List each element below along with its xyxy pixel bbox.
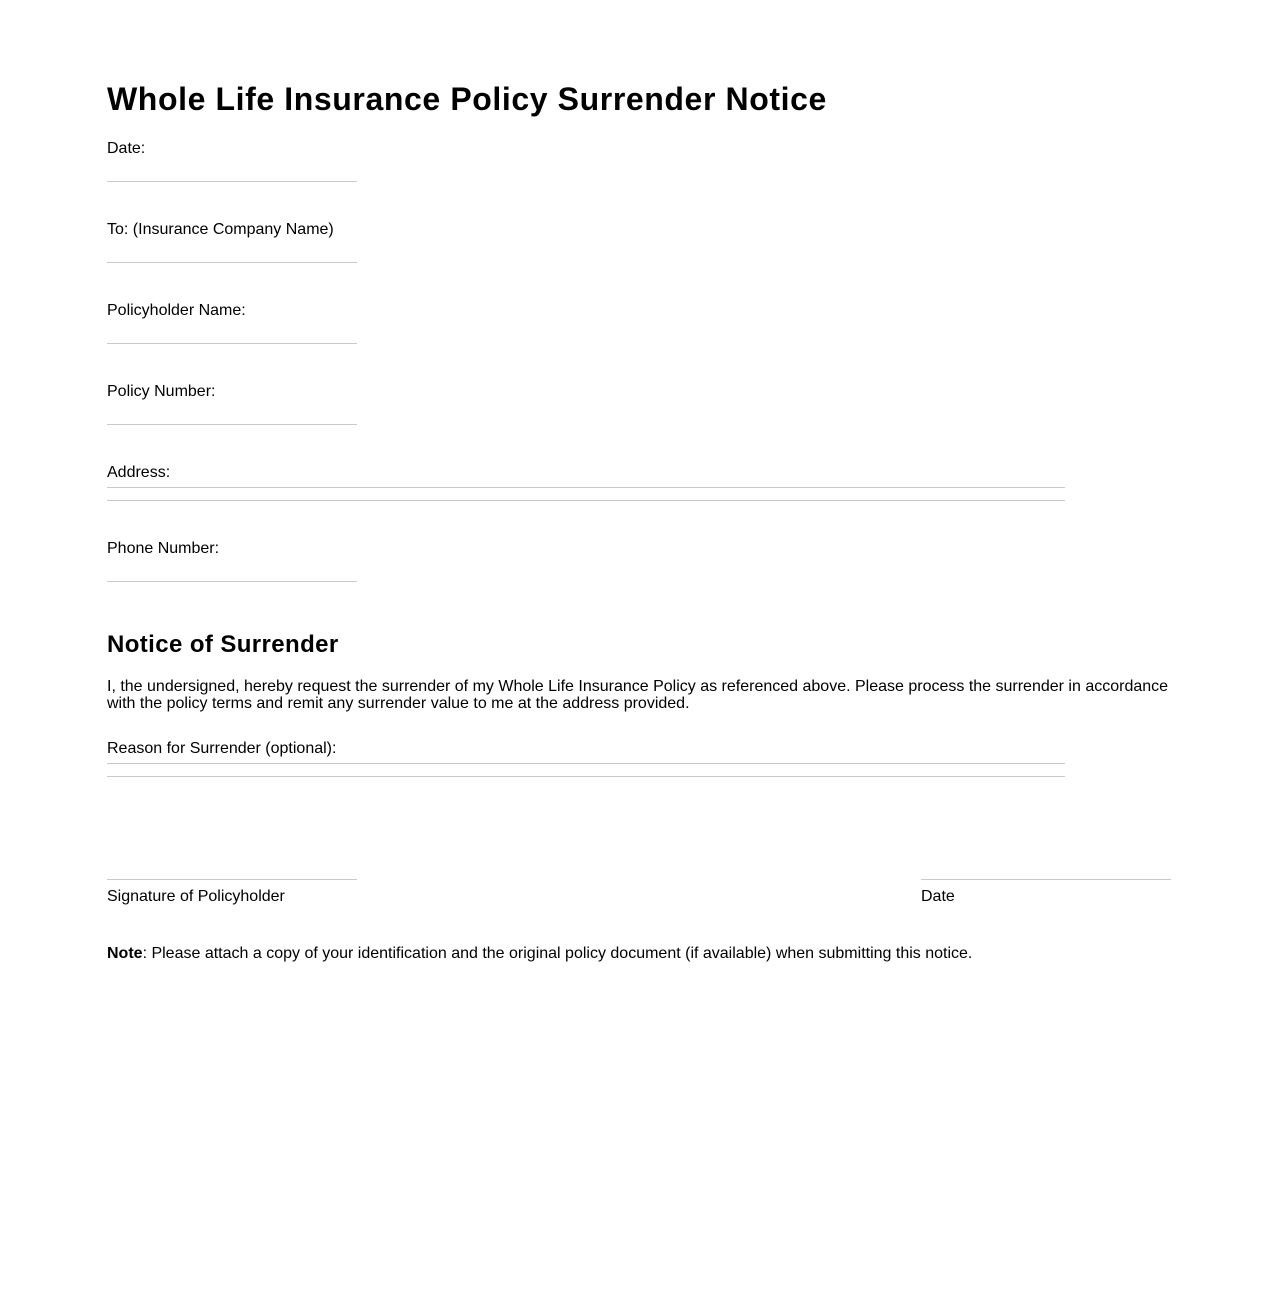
field-group-company xyxy=(107,221,1171,263)
field-group-policyholder-name xyxy=(107,302,1171,344)
field-group-address xyxy=(107,464,1171,501)
policyholder-name-input[interactable] xyxy=(107,320,357,344)
signature-date-block xyxy=(921,879,1171,906)
note-bold-prefix: Note xyxy=(107,945,143,963)
company-field-label: To: (Insurance Company Name) xyxy=(107,220,334,238)
note-rest: : Please attach a copy of your identification and the original policy document (if available) when submitting this notice. xyxy=(142,945,973,963)
address-write-area[interactable] xyxy=(107,482,1065,501)
section-heading-notice-of-surrender: Notice of Surrender xyxy=(107,630,339,658)
page-title: Whole Life Insurance Policy Surrender Notice xyxy=(107,81,827,117)
policy-number-label: Policy Number: xyxy=(107,382,216,400)
field-group-date xyxy=(107,140,1171,182)
reason-label: Reason for Surrender (optional): xyxy=(107,740,337,758)
field-group-policy-number xyxy=(107,383,1171,425)
policy-number-input[interactable] xyxy=(107,401,357,425)
address-write-line-2[interactable] xyxy=(107,488,1065,501)
field-group-reason xyxy=(107,740,1171,777)
phone-number-input[interactable] xyxy=(107,558,357,582)
field-group-phone-number xyxy=(107,540,1171,582)
date-field-label: Date: xyxy=(107,139,146,157)
reason-write-area[interactable] xyxy=(107,758,1065,777)
signature-line[interactable] xyxy=(107,879,357,880)
phone-number-label: Phone Number: xyxy=(107,539,220,557)
date-input[interactable] xyxy=(107,158,357,182)
address-label: Address: xyxy=(107,463,171,481)
signature-block xyxy=(107,879,357,906)
signature-row xyxy=(107,879,1171,906)
policyholder-name-label: Policyholder Name: xyxy=(107,301,246,319)
reason-write-line-2[interactable] xyxy=(107,764,1065,777)
note-text xyxy=(107,945,1171,963)
signature-date-label: Date xyxy=(921,888,955,906)
document-page xyxy=(107,0,1171,963)
signature-label: Signature of Policyholder xyxy=(107,888,285,906)
company-input[interactable] xyxy=(107,239,357,263)
surrender-statement: I, the undersigned, hereby request the surrender of my Whole Life Insurance Policy as referenced above. Please process the surrender in accordance with the policy terms and remit any surrender value to me at the address provided. xyxy=(107,678,1169,713)
signature-date-line[interactable] xyxy=(921,879,1171,880)
